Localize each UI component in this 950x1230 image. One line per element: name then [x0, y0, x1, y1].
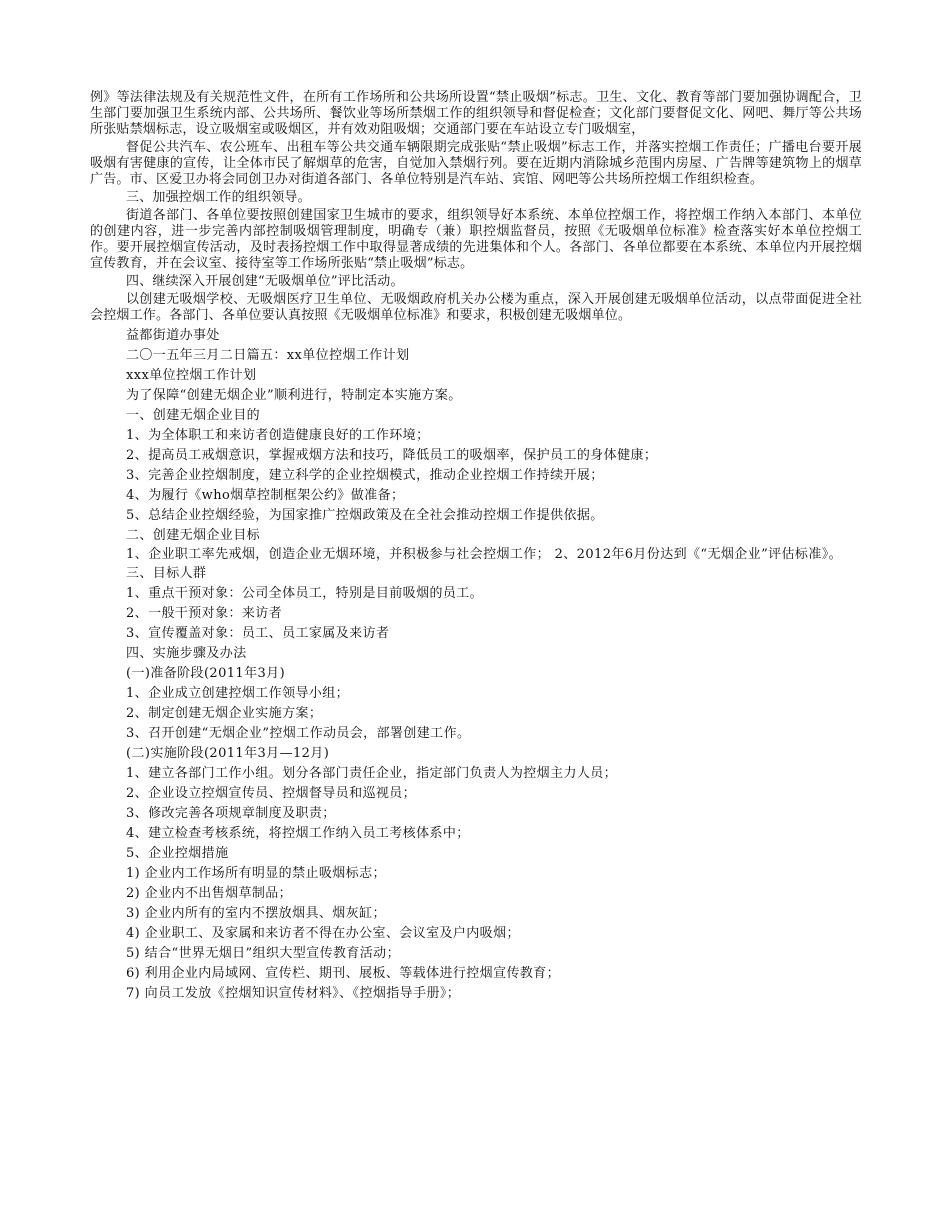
text-line: 3) 企业内所有的室内不摆放烟具、烟灰缸； [126, 906, 386, 921]
text-line: 二、创建无烟企业目标 [126, 528, 261, 543]
document-body-paragraphs [90, 90, 862, 324]
text-line: 4、为履行《who烟草控制框架公约》做准备； [126, 488, 405, 503]
text-line: 1、重点干预对象：公司全体员工，特别是目前吸烟的员工。 [126, 586, 484, 601]
text-line: 3、完善企业控烟制度，建立科学的企业控烟模式，推动企业控烟工作持续开展； [126, 468, 604, 483]
text-line: 二〇一五年三月二日篇五：xx单位控烟工作计划 [126, 348, 410, 363]
text-line: 3、宣传覆盖对象：员工、员工家属及来访者 [126, 626, 390, 641]
text-line: 7) 向员工发放《控烟知识宣传材料》、《控烟指导手册》； [126, 986, 461, 1001]
text-line: 6) 利用企业内局域网、宣传栏、期刊、展板、等载体进行控烟宣传教育； [126, 966, 561, 981]
text-line: 1) 企业内工作场所有明显的禁止吸烟标志； [126, 866, 386, 881]
text-line: 2) 企业内不出售烟草制品； [126, 886, 293, 901]
document-page [90, 90, 862, 1004]
text-line: 2、制定创建无烟企业实施方案； [126, 706, 323, 721]
text-line: (一)准备阶段(2011年3月) [126, 666, 286, 681]
text-line: (二)实施阶段(2011年3月—12月) [126, 746, 330, 761]
text-line: 2、提高员工戒烟意识，掌握戒烟方法和技巧，降低员工的吸烟率，保护员工的身体健康； [126, 448, 658, 463]
paragraph: 以创建无吸烟学校、无吸烟医疗卫生单位、无吸烟政府机关办公楼为重点，深入开展创建无吸烟单位活动，以点带面促进全社会控烟工作。各部门、各单位要认真按照《无吸烟单位标准》和要求，积极创建无吸烟单位。 [90, 292, 862, 323]
text-line: 2、企业设立控烟宣传员、控烟督导员和巡视员； [126, 786, 417, 801]
text-line: 2、一般干预对象：来访者 [126, 606, 283, 621]
text-line: 5、总结企业控烟经验，为国家推广控烟政策及在全社会推动控烟工作提供依据。 [126, 508, 604, 523]
paragraph: 三、加强控烟工作的组织领导。 [126, 190, 311, 205]
text-line: 四、实施步骤及办法 [126, 646, 247, 661]
text-line: 益都街道办事处 [126, 328, 220, 343]
paragraph: 四、继续深入开展创建“无吸烟单位”评比活动。 [126, 274, 404, 289]
text-line: 3、召开创建“无烟企业”控烟工作动员会，部署创建工作。 [126, 726, 471, 741]
document-plan-section [90, 326, 862, 1004]
text-line: 4、建立检查考核系统，将控烟工作纳入员工考核体系中； [126, 826, 470, 841]
text-line: 三、目标人群 [126, 566, 207, 581]
paragraph: 街道各部门、各单位要按照创建国家卫生城市的要求，组织领导好本系统、本单位控烟工作，将控烟工作纳入本部门、本单位的创建内容，进一步完善内部控制吸烟管理制度，明确专（兼）职控烟监督员，按照《无吸烟单位标准》检查落实好本单位控烟工作。要开展控烟宣传活动，及时表扬控烟工作中取得显著成绩的先进集体和个人。各部门、各单位都要在本系统、本单位内开展控烟宣传教育，并在会议室、接待室等工作场所张贴“禁止吸烟”标志。 [90, 208, 862, 271]
text-line: 3、修改完善各项规章制度及职责； [126, 806, 336, 821]
text-line: xxx单位控烟工作计划 [126, 368, 257, 383]
text-line: 5、企业控烟措施 [126, 846, 229, 861]
text-line: 为了保障“创建无烟企业”顺利进行，特制定本实施方案。 [126, 388, 462, 403]
paragraph: 例》等法律法规及有关规范性文件，在所有工作场所和公共场所设置“禁止吸烟”标志。卫生、文化、教育等部门要加强协调配合，卫生部门要加强卫生系统内部、公共场所、餐饮业等场所禁烟工作的组织领导和督促检查；文化部门要督促文化、网吧、舞厅等公共场所张贴禁烟标志，设立吸烟室或吸烟区，并有效劝阻吸烟；交通部门要在车站设立专门吸烟室， [90, 90, 862, 137]
text-line: 1、企业职工率先戒烟，创造企业无烟环境，并积极参与社会控烟工作； 2、2012年6月份达到《“无烟企业”评估标准》。 [126, 547, 843, 562]
text-line: 1、建立各部门工作小组。划分各部门责任企业，指定部门负责人为控烟主力人员； [126, 766, 618, 781]
text-line: 一、创建无烟企业目的 [126, 408, 261, 423]
text-line: 5) 结合“世界无烟日”组织大型宣传教育活动； [126, 946, 400, 961]
text-line: 1、为全体职工和来访者创造健康良好的工作环境； [126, 428, 430, 443]
paragraph: 督促公共汽车、农公班车、出租车等公共交通车辆限期完成张贴“禁止吸烟”标志工作，并落实控烟工作责任；广播电台要开展吸烟有害健康的宣传，让全体市民了解烟草的危害，自觉加入禁烟行列。要在近期内消除城乡范围内房屋、广告牌等建筑物上的烟草广告。市、区爱卫办将会同创卫办对街道各部门、各单位特别是汽车站、宾馆、网吧等公共场所控烟工作组织检查。 [90, 140, 862, 187]
text-line: 1、企业成立创建控烟工作领导小组； [126, 686, 350, 701]
text-line: 4) 企业职工、及家属和来访者不得在办公室、会议室及户内吸烟； [126, 926, 520, 941]
